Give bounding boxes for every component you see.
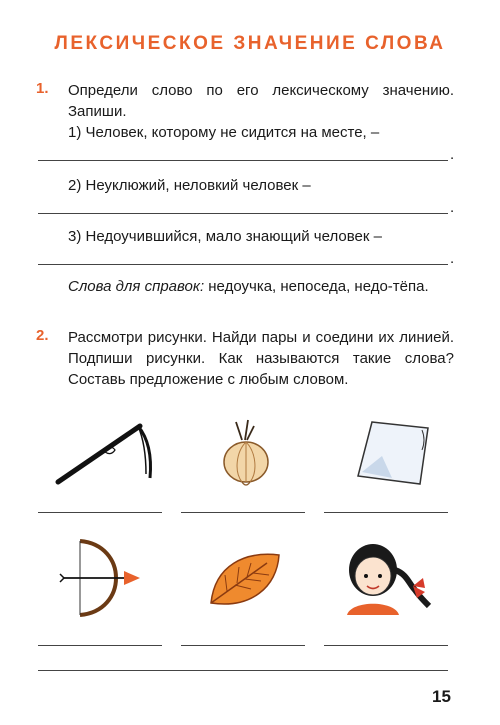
reference-words (68, 276, 454, 297)
task-2-instruction: Рассмотри рисунки. Найди пары и соедини их линией. Подпиши рисунки. Как называются такие слова? Составь предложение с любым словом. (68, 329, 454, 388)
scythe-icon[interactable] (50, 418, 160, 488)
picture-label-line-2[interactable] (181, 512, 305, 513)
reference-list: недоучка, непоседа, недо-тёпа. (204, 278, 429, 295)
answer-line-2[interactable] (38, 213, 448, 214)
page-number: 15 (432, 687, 451, 706)
paper-sheet-icon[interactable] (352, 416, 432, 491)
page-title: ЛЕКСИЧЕСКОЕ ЗНАЧЕНИЕ СЛОВА (54, 33, 446, 54)
task-1-instruction: Определи слово по его лексическому значению. Запиши. (68, 82, 454, 120)
line-end-3: . (450, 250, 455, 267)
onion-icon[interactable] (212, 416, 282, 491)
task-2-number: 2. (36, 327, 49, 344)
line-end-2: . (450, 199, 455, 216)
task-1-item-2: 2) Неуклюжий, неловкий человек – (68, 177, 311, 194)
task-1-item-1: 1) Человек, которому не сидится на месте, – (68, 124, 380, 141)
line-end-1: . (450, 146, 455, 163)
girl-with-braid-icon[interactable] (335, 540, 445, 615)
picture-label-line-3[interactable] (324, 512, 448, 513)
picture-label-line-1[interactable] (38, 512, 162, 513)
answer-line-3[interactable] (38, 264, 448, 265)
picture-label-line-6[interactable] (324, 645, 448, 646)
leaf-icon[interactable] (205, 545, 285, 615)
reference-label: Слова для справок: (68, 278, 205, 295)
picture-label-line-5[interactable] (181, 645, 305, 646)
task-1-item-3: 3) Недоучившийся, мало знающий человек – (68, 228, 382, 245)
answer-line-1[interactable] (38, 160, 448, 161)
picture-label-line-4[interactable] (38, 645, 162, 646)
task-1-number: 1. (36, 80, 49, 97)
bow-and-arrow-icon[interactable] (58, 535, 148, 620)
sentence-answer-line[interactable] (38, 670, 448, 671)
